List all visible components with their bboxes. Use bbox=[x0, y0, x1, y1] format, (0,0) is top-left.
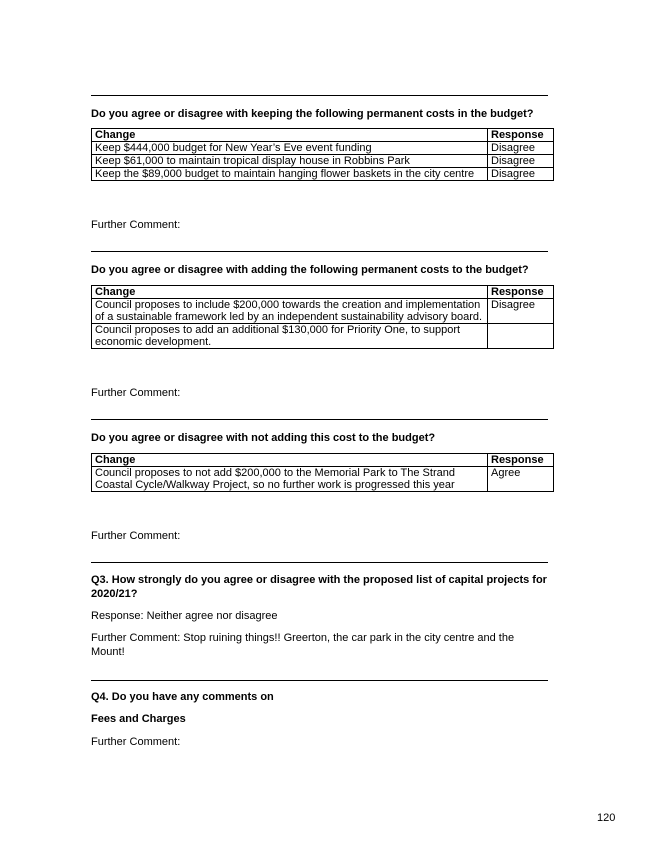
divider-4 bbox=[91, 562, 548, 563]
change-cell: Keep the $89,000 budget to maintain hanging flower baskets in the city centre bbox=[92, 168, 488, 181]
table-row bbox=[92, 155, 554, 168]
section3-table bbox=[91, 453, 554, 492]
divider-3 bbox=[91, 419, 548, 420]
response-cell: Disagree bbox=[488, 142, 554, 155]
response-header: Response bbox=[488, 454, 554, 467]
change-cell: Council proposes to add an additional $130,000 for Priority One, to support economic development. bbox=[92, 324, 488, 349]
response-cell: Disagree bbox=[488, 168, 554, 181]
section2-table bbox=[91, 285, 554, 349]
response-header: Response bbox=[488, 129, 554, 142]
divider-2 bbox=[91, 251, 548, 252]
response-cell: Disagree bbox=[488, 299, 554, 324]
divider-5 bbox=[91, 680, 548, 681]
q4-subheading: Fees and Charges bbox=[91, 713, 186, 725]
response-cell: Agree bbox=[488, 467, 554, 492]
table-header-row bbox=[92, 454, 554, 467]
change-header: Change bbox=[92, 286, 488, 299]
section2-further-comment: Further Comment: bbox=[91, 387, 181, 399]
change-header: Change bbox=[92, 454, 488, 467]
q4-further-comment: Further Comment: bbox=[91, 736, 181, 748]
table-row bbox=[92, 142, 554, 155]
section1-question: Do you agree or disagree with keeping the following permanent costs in the budget? bbox=[91, 108, 534, 120]
q3-further-comment: Further Comment: Stop ruining things!! Greerton, the car park in the city centre and the Mount! bbox=[91, 632, 515, 658]
change-cell: Council proposes to not add $200,000 to the Memorial Park to The Strand Coastal Cycle/Walkway Project, so no further work is progressed this year bbox=[92, 467, 488, 492]
table-row bbox=[92, 299, 554, 324]
response-cell bbox=[488, 324, 554, 349]
section1-table bbox=[91, 128, 554, 181]
response-header: Response bbox=[488, 286, 554, 299]
page-number: 120 bbox=[597, 812, 616, 824]
section3-further-comment: Further Comment: bbox=[91, 530, 181, 542]
response-cell: Disagree bbox=[488, 155, 554, 168]
table-row bbox=[92, 168, 554, 181]
table-header-row bbox=[92, 286, 554, 299]
q3-response: Response: Neither agree nor disagree bbox=[91, 610, 278, 622]
section2-question: Do you agree or disagree with adding the following permanent costs to the budget? bbox=[91, 264, 529, 276]
q4-question: Q4. Do you have any comments on bbox=[91, 691, 274, 703]
change-header: Change bbox=[92, 129, 488, 142]
table-row bbox=[92, 324, 554, 349]
change-cell: Keep $444,000 budget for New Year’s Eve event funding bbox=[92, 142, 488, 155]
section1-further-comment: Further Comment: bbox=[91, 219, 181, 231]
table-row bbox=[92, 467, 554, 492]
change-cell: Council proposes to include $200,000 towards the creation and implementation of a sustainable framework led by an independent sustainability advisory board. bbox=[92, 299, 488, 324]
change-cell: Keep $61,000 to maintain tropical display house in Robbins Park bbox=[92, 155, 488, 168]
q3-question: Q3. How strongly do you agree or disagree with the proposed list of capital projects for 2020/21? bbox=[91, 574, 547, 600]
section3-question: Do you agree or disagree with not adding this cost to the budget? bbox=[91, 432, 436, 444]
divider-1 bbox=[91, 95, 548, 96]
table-header-row bbox=[92, 129, 554, 142]
